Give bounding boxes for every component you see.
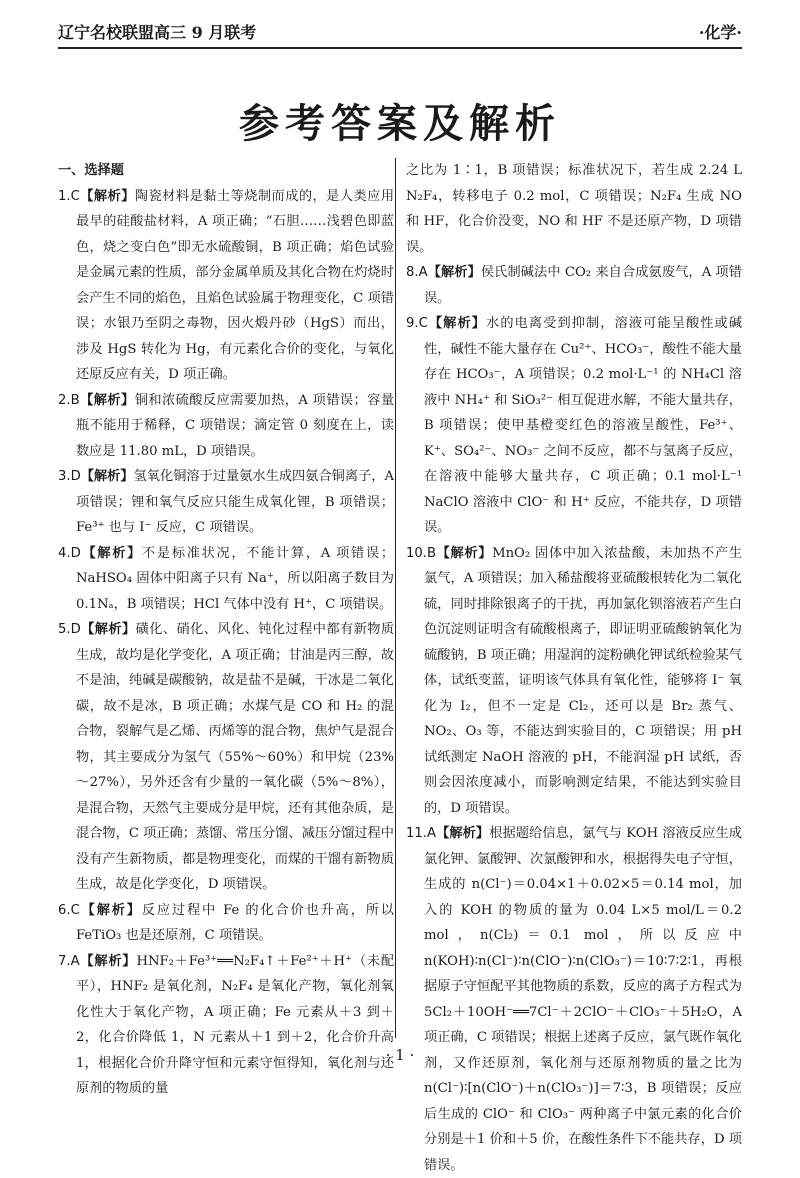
answer-text: 磺化、硝化、风化、钝化过程中都有新物质生成，故均是化学变化，A 项正确；甘油是丙三醇，故不是油，纯碱是碳酸钠，故是盐不是碱，干冰是二氧化碳，故不是冰，B 项正确；水煤气是 CO 和 H₂ 的混合物，裂解气是乙烯、丙烯等的混合物，焦炉气是混合物，其主要成分为氢气（55%～60%）和甲烷（23%～27%），另外还含有少量的一氧化碳（5%～8%），是混合物，天然气主要成分是甲烷，还有其他杂质，是混合物，C 项正确；蒸馏、常压分馏、减压分馏过程中没有产生新物质，都是物理变化，而煤的干馏有新物质生成，故是化学变化，D 项错误。 — [76, 622, 395, 892]
answer-item — [406, 541, 742, 822]
analysis-tag: 【解析】 — [79, 392, 135, 408]
answer-text: MnO₂ 固体中加入浓盐酸，未加热不产生氯气，A 项错误；加入稀盐酸将亚硫酸根转化为二氧化硫，同时排除银离子的干扰，再加氯化钡溶液若产生白色沉淀则证明含有硫酸根离子，即证明亚硫酸钠氧化为硫酸钠，B 项正确；用湿润的淀粉碘化钾试纸检验某气体，试纸变蓝，证明该气体具有氧化性，能够将 I⁻ 氧化为 I₂，但不一定是 Cl₂，还可以是 Br₂ 蒸气、NO₂、O₃ 等，不能达到实验目的，C 项错误；用 pH 试纸测定 NaOH 溶液的 pH，不能润湿 pH 试纸，否则会因浓度减小，而影响测定结果，不能达到实验目的，D 项错误。 — [424, 545, 742, 816]
answer-number: 7.A — [58, 953, 80, 969]
header-exam-name: 辽宁名校联盟高三 9 月联考 — [58, 22, 257, 42]
page-title: 参考答案及解析 — [239, 101, 561, 147]
answer-text: 侯氏制碱法中 CO₂ 来自合成氨废气，A 项错误。 — [424, 265, 742, 306]
answer-item — [58, 617, 394, 898]
answer-number: 3.D — [58, 469, 81, 484]
answer-item — [58, 949, 394, 1102]
analysis-tag: 【解析】 — [436, 826, 490, 841]
answer-number: 1.C — [58, 188, 80, 204]
page-header — [58, 16, 742, 46]
right-column — [406, 158, 743, 1173]
answer-text: 之比为 1∶1，B 项错误；标准状况下，若生成 2.24 L N₂F₄，转移电子 0.2 mol，C 项错误；N₂F₄ 生成 NO 和 HF，化合价没变，NO 和 HF 不是还原产物，D 项错误。 — [406, 163, 742, 255]
answer-text: 铜和浓硫酸反应需要加热，A 项错误；容量瓶不能用于稀释，C 项错误；滴定管 0 刻度在上，读数应是 11.80 mL，D 项错误。 — [76, 392, 395, 459]
answer-text: HNF₂＋Fe³⁺══N₂F₄↑＋Fe²⁺＋H⁺（未配平），HNF₂ 是氧化剂，N₂F₄ 是氧化产物，氧化剂氧化性大于氧化产物，A 项正确；Fe 元素从＋3 到＋2，化合价降低 1，N 元素从＋1 到＋2，化合价升高 1，根据化合价升降守恒和元素守恒得知，氧化剂与还原剂的物质的量 — [76, 953, 395, 1096]
answer-number: 10.B — [406, 545, 437, 561]
column-divider — [395, 158, 396, 1038]
page-number: · 1 · — [385, 1046, 415, 1064]
header-rule — [58, 47, 742, 49]
answer-item — [58, 541, 394, 618]
answer-number: 2.B — [58, 392, 80, 408]
answer-number: 11.A — [406, 826, 436, 841]
answer-text: 氢氧化铜溶于过量氨水生成四氨合铜离子，A 项错误；锂和氧气反应只能生成氧化锂，B 项错误；Fe³⁺ 也与 I⁻ 反应，C 项错误。 — [76, 469, 394, 535]
answer-item — [406, 821, 742, 1178]
answer-text: 陶瓷材料是黏土等烧制而成的，是人类应用最早的硅酸盐材料，A 项正确；“石胆……浅碧色即蓝色，烧之变白色”即无水硫酸铜，B 项正确；焰色试验是金属元素的性质，部分金属单质及其化合物在灼烧时会产生不同的焰色，且焰色试验属于物理变化，C 项错误；水银乃至阴之毒物，因火煅丹砂（HgS）而出，涉及 HgS 转化为 Hg，有元素化合价的变化，与氧化还原反应有关，D 项正确。 — [76, 188, 395, 382]
answer-item — [406, 311, 742, 541]
answer-number: 5.D — [58, 622, 81, 637]
answer-item — [406, 260, 742, 311]
analysis-tag: 【解析】 — [79, 902, 142, 918]
answer-item — [58, 898, 394, 949]
answer-item-continued — [406, 158, 742, 260]
answer-item — [58, 184, 394, 388]
analysis-tag: 【解析】 — [79, 953, 137, 969]
answer-number: 8.A — [406, 265, 428, 280]
analysis-tag: 【解析】 — [436, 545, 493, 561]
answer-text: 反应过程中 Fe 的化合价也升高，所以 FeTiO₃ 也是还原剂，C 项错误。 — [76, 902, 394, 943]
header-subject: ·化学· — [698, 22, 742, 42]
answer-text: 不是标准状况，不能计算，A 项错误；NaHSO₄ 固体中阳离子只有 Na⁺，所以阳离子数目为 0.1Nₐ，B 项错误；HCl 气体中没有 H⁺，C 项错误。 — [76, 545, 395, 612]
answer-text: 水的电离受到抑制，溶液可能呈酸性或碱性，碱性不能大量存在 Cu²⁺、HCO₃⁻，酸性不能大量存在 HCO₃⁻，A 项错误；0.2 mol·L⁻¹ 的 NH₄Cl 溶液中 NH₄⁺ 和 SiO₃²⁻ 相互促进水解，不能大量共存，B 项错误；使甲基橙变红色的溶液呈酸性，Fe³⁺、K⁺、SO₄²⁻、NO₃⁻ 之间不反应，都不与氢离子反应，在溶液中能够大量共存，C 项正确；0.1 mol·L⁻¹ NaClO 溶液中 ClO⁻ 和 H⁺ 反应，不能共存，D 项错误。 — [424, 316, 743, 535]
answer-number: 9.C — [406, 316, 428, 331]
analysis-tag: 【解析】 — [79, 188, 135, 204]
section-title: 一、选择题 — [58, 163, 124, 178]
analysis-tag: 【解析】 — [80, 622, 136, 637]
analysis-tag: 【解析】 — [80, 545, 143, 561]
left-column — [58, 158, 395, 1096]
analysis-tag: 【解析】 — [427, 316, 487, 331]
answer-number: 4.D — [58, 545, 81, 561]
answer-text: 根据题给信息，氯气与 KOH 溶液反应生成氯化钾、氯酸钾、次氯酸钾和水，根据得失电子守恒，生成的 n(Cl⁻)＝0.04×1＋0.02×5＝0.14 mol，加入的 KOH 的物质的量为 0.04 L×5 mol/L＝0.2 mol，n(Cl₂)＝0.1 mol，所以反应中 n(KOH)∶n(Cl⁻)∶n(ClO⁻)∶n(ClO₃⁻)＝10∶7∶2∶1，再根据原子守恒配平其他物质的系数，反应的离子方程式为 5Cl₂＋10OH⁻══7Cl⁻＋2ClO⁻＋ClO₃⁻＋5H₂O，A 项正确，C 项错误；根据上述离子反应，氯气既作氧化剂，又作还原剂，氧化剂与还原剂物质的量之比为 n(Cl⁻)∶[n(ClO⁻)＋n(ClO₃⁻)]＝7∶3，B 项错误；反应后生成的 ClO⁻ 和 ClO₃⁻ 两种离子中氯元素的化合价分别是＋1 价和＋5 价，在酸性条件下不能共存，D 项错误。 — [424, 826, 742, 1173]
answer-number: 6.C — [58, 902, 80, 918]
answer-item — [58, 464, 394, 541]
analysis-tag: 【解析】 — [80, 469, 134, 484]
answer-item — [58, 388, 394, 465]
analysis-tag: 【解析】 — [427, 265, 481, 280]
